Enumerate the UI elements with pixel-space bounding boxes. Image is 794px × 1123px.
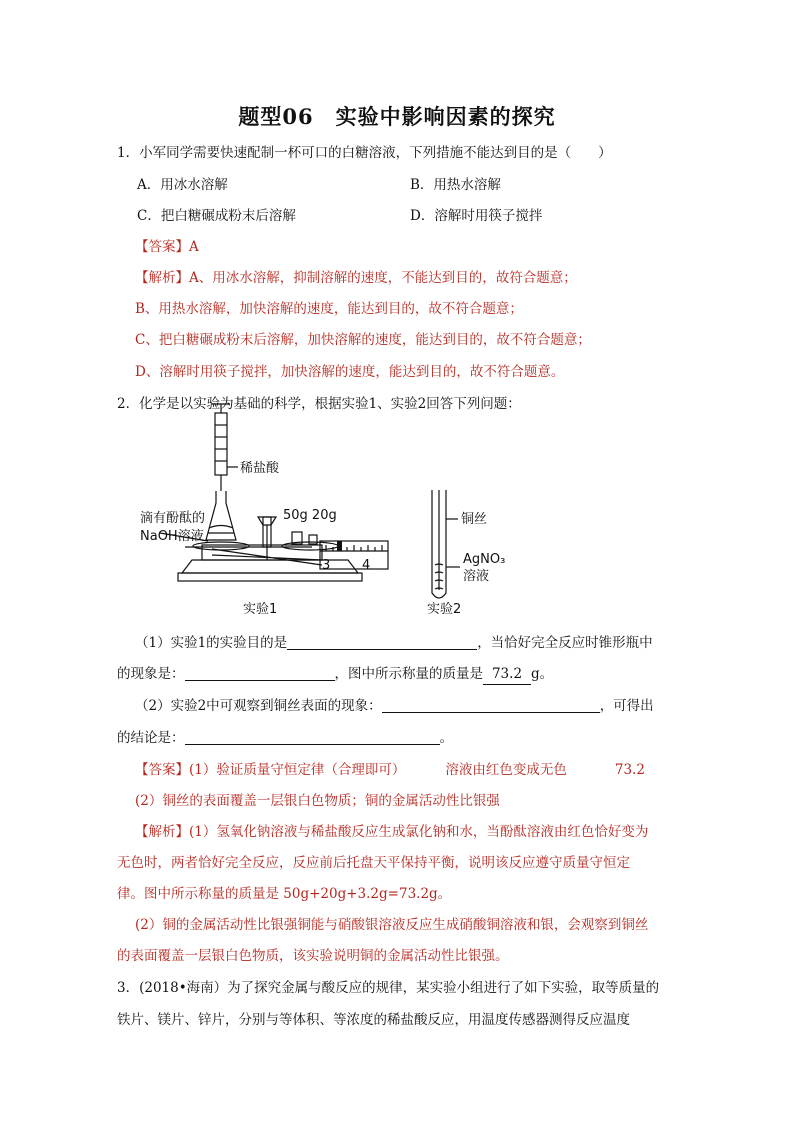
- answer-tag: 【答案】: [135, 762, 189, 778]
- analysis-text: A、用冰水溶解，抑制溶解的速度，不能达到目的，故符合题意；: [189, 270, 577, 286]
- q2-sub1-text: （1）实验1的实验目的是: [135, 635, 288, 651]
- filled-blank-mass: 73.2: [483, 664, 531, 685]
- q2-sub1-text-d: ，图中所示称量的质量是: [334, 666, 483, 682]
- q2-sub2-line2: [117, 728, 687, 748]
- answer-part-1a: (1）验证质量守恒定律（合理即可）: [189, 762, 406, 778]
- q2-analysis-line: 的表面覆盖一层银白色物质，该实验说明铜的金属活动性比银强。: [117, 948, 509, 964]
- q1-option-c: C．把白糖碾成粉末后溶解: [137, 208, 296, 224]
- q1-analysis-line: [135, 268, 705, 288]
- answer-blank: [382, 697, 600, 713]
- caption-experiment-1: 实验1: [243, 602, 278, 617]
- unit-g: g。: [531, 666, 554, 682]
- label-naoh-line1: 滴有酚酞的: [140, 511, 206, 526]
- q2-answer-line1: [135, 760, 705, 780]
- analysis-text: (1）氢氧化钠溶液与稀盐酸反应生成氯化钠和水，当酚酞溶液由红色恰好变为: [189, 824, 649, 840]
- q1-answer: [135, 237, 705, 257]
- q3-stem-line1: 3．(2018•海南）为了探究金属与酸反应的规律，某实验小组进行了如下实验，取等质量的: [117, 980, 660, 996]
- answer-value: A: [189, 239, 199, 255]
- q2-analysis-line: (2）铜的金属活动性比银强铜能与硝酸银溶液反应生成硝酸铜溶液和银，会观察到铜丝: [135, 917, 649, 933]
- rider: [337, 541, 342, 551]
- scale-mark-4: 4: [362, 558, 371, 573]
- q1-stem: 1．小军同学需要快速配制一杯可口的白糖溶液，下列措施不能达到目的是（ ）: [117, 145, 612, 161]
- q2-analysis-line: [135, 822, 705, 842]
- q2-analysis-line: 律。图中所示称量的质量是 50g+20g+3.2g=73.2g。: [117, 886, 452, 902]
- label-weights: 50g 20g: [283, 508, 337, 523]
- q2-answer-line2: (2）铜丝的表面覆盖一层银白色物质；铜的金属活动性比银强: [135, 793, 500, 809]
- label-solution: 溶液: [463, 569, 490, 584]
- q1-option-b: B．用热水溶解: [410, 177, 501, 193]
- balance-base: [182, 560, 358, 573]
- analysis-tag: 【解析】: [135, 270, 189, 286]
- answer-part-1c: 73.2: [614, 762, 645, 778]
- label-agno3: AgNO₃: [463, 552, 506, 567]
- page-title: 题型06 实验中影响因素的探究: [238, 104, 556, 129]
- q2-sub1-text-b: ，当恰好完全反应时锥形瓶中: [477, 635, 653, 651]
- analysis-tag: 【解析】: [135, 824, 189, 840]
- label-copper-wire: 铜丝: [461, 512, 488, 527]
- q2-sub2-line1: [135, 696, 705, 716]
- experiment-figure: [130, 395, 530, 625]
- label-naoh-line2: NaOH溶液: [140, 529, 204, 544]
- q1-analysis-line: B、用热水溶解，加快溶解的速度，能达到目的，故不符合题意；: [135, 301, 523, 317]
- q2-sub2-text-b: ，可得出: [599, 698, 654, 714]
- label-dilute-hcl: 稀盐酸: [240, 461, 280, 476]
- q2-sub1-line2: [117, 664, 687, 685]
- q2-sub1-text-c: 的现象是：: [117, 666, 185, 682]
- answer-blank: [185, 665, 335, 681]
- answer-blank: [287, 634, 477, 650]
- q2-sub2-text-d: 。: [439, 730, 453, 746]
- caption-experiment-2: 实验2: [427, 602, 462, 617]
- q2-sub2-text: （2）实验2中可观察到铜丝表面的现象：: [135, 698, 382, 714]
- q2-sub2-text-c: 的结论是：: [117, 730, 185, 746]
- scale-mark-3: 3: [322, 558, 331, 573]
- answer-tag: 【答案】: [135, 239, 189, 255]
- syringe-barrel: [215, 413, 227, 475]
- q1-analysis-line: C、把白糖碾成粉末后溶解，加快溶解的速度，能达到目的，故不符合题意；: [135, 332, 591, 348]
- q1-analysis-line: D、溶解时用筷子搅拌，加快溶解的速度，能达到目的，故不符合题意。: [135, 364, 565, 380]
- q2-sub1-line1: [135, 633, 705, 653]
- q2-stem: 2．化学是以实验为基础的科学，根据实验1、实验2回答下列问题：: [117, 396, 521, 412]
- answer-blank: [185, 729, 440, 745]
- right-pan: [282, 542, 338, 550]
- q1-option-a: A．用冰水溶解: [137, 177, 228, 193]
- q3-stem-line2: 铁片、镁片、锌片，分别与等体积、等浓度的稀盐酸反应，用温度传感器测得反应温度: [117, 1012, 630, 1028]
- q2-analysis-line: 无色时，两者恰好完全反应，反应前后托盘天平保持平衡，说明该反应遵守质量守恒定: [117, 855, 630, 871]
- answer-part-1b: 溶液由红色变成无色: [445, 762, 567, 778]
- q1-option-d: D．溶解时用筷子搅拌: [410, 208, 543, 224]
